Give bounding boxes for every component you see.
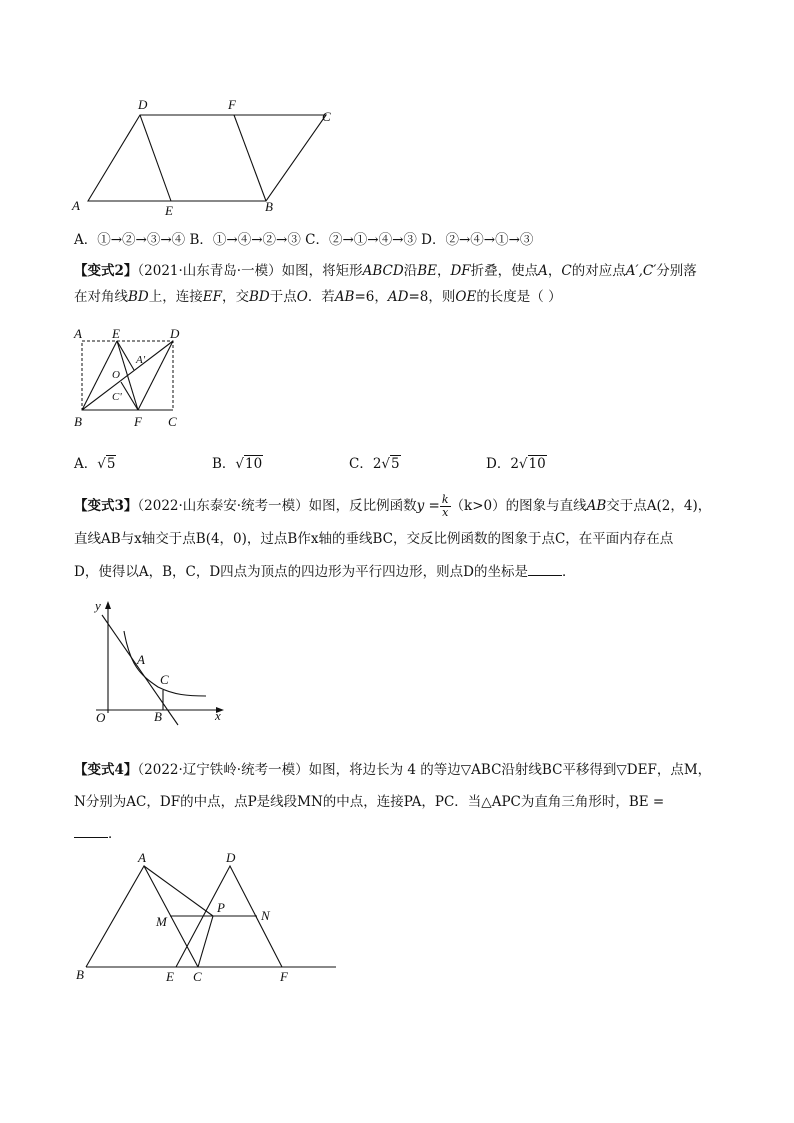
figure-3-hyperbola	[88, 595, 238, 730]
label-A: A	[74, 326, 82, 341]
q4-end: ．	[108, 826, 122, 842]
q3-intro: （2022·山东泰安·统考一模）如图，反比例函数	[137, 498, 417, 514]
q2-be: BE	[417, 263, 437, 279]
label-A-prime: A'	[136, 354, 146, 366]
q3-ab: AB	[586, 498, 607, 514]
q3-end: ．	[561, 564, 576, 580]
label-A: A	[138, 850, 146, 865]
q2-at: 于点	[269, 289, 297, 305]
label-B: B	[265, 199, 273, 214]
parallelogram-outline	[88, 115, 326, 201]
q3-cond: （k>0）的图象与直线	[450, 498, 587, 514]
q2-text-1: （2021·山东青岛·一模）如图，将矩形	[137, 263, 363, 279]
label-E: E	[112, 326, 120, 341]
q2-connect: 上，连接	[148, 289, 203, 305]
label-C: C	[322, 109, 331, 124]
q2-ad-val: =8，则	[408, 289, 456, 305]
q2-ask: 的长度是（ ）	[476, 289, 562, 305]
q2-bd: BD	[128, 289, 149, 305]
segment-PA	[144, 866, 213, 916]
label-E: E	[165, 203, 173, 218]
q2-o: O	[296, 289, 308, 305]
label-y: y	[95, 598, 101, 613]
q2-tag: 【变式2】	[74, 263, 138, 279]
q3-line-3: D，使得以A，B，C，D四点为顶点的四边形为平行四边形，则点D的坐标是	[74, 564, 528, 580]
figure-4-triangles	[68, 850, 348, 990]
q3-fraction: $\frac{k}{x}$	[441, 493, 449, 519]
label-B: B	[76, 967, 84, 982]
figure-2-rectangle-fold	[64, 322, 194, 434]
q4-answer-blank[interactable]	[74, 823, 108, 838]
q2-option-d: D．2√10	[486, 456, 546, 472]
label-E: E	[166, 969, 174, 984]
q2-if: ．若	[307, 289, 335, 305]
q3-answer-blank[interactable]	[528, 561, 562, 576]
segment-DF	[138, 341, 173, 410]
figure-1-parallelogram	[60, 90, 360, 225]
q3-line-2: 直线AB与x轴交于点B(4，0)，过点B作x轴的垂线BC，交反比例函数的图象于点C，在平面内存在点	[74, 531, 674, 547]
label-B: B	[74, 414, 82, 429]
label-C: C	[193, 969, 202, 984]
q1-options: A．①→②→③→④ B．①→④→②→③ C．②→①→④→③ D．②→④→①→③	[74, 232, 534, 248]
label-D: D	[226, 850, 236, 865]
q2-ab: AB	[334, 289, 355, 305]
q2-fall: 分别落	[656, 263, 697, 279]
label-C-prime: C'	[112, 391, 122, 403]
q4-line-1: （2022·辽宁铁岭·统考一模）如图，将边长为 4 的等边▽ABC沿射线BC平移得到▽DEF，点M，	[137, 762, 712, 778]
q2-ef: EF	[202, 289, 222, 305]
q2-option-b: B．√10	[212, 456, 263, 472]
label-A: A	[137, 652, 145, 667]
q2-option-c: C．2√5	[349, 456, 400, 472]
q2-along: 沿	[403, 263, 418, 279]
label-C: C	[168, 414, 177, 429]
q4-tag: 【变式4】	[74, 762, 138, 778]
segment-FC-prime	[121, 382, 138, 410]
segment-FB	[234, 115, 266, 201]
segment-DE	[140, 115, 171, 201]
q3-tag: 【变式3】	[74, 498, 138, 514]
question-variant-3	[74, 490, 724, 589]
label-F: F	[134, 414, 142, 429]
q2-oe: OE	[455, 289, 477, 305]
label-D: D	[170, 326, 180, 341]
label-F: F	[280, 969, 288, 984]
q3-y-eq: y =	[416, 498, 440, 514]
q2-c: C	[561, 263, 572, 279]
line-AB	[102, 615, 178, 725]
q2-a: A	[538, 263, 548, 279]
q3-meet: 交于点	[606, 498, 647, 514]
q2-fold: 折叠，使点	[470, 263, 539, 279]
q2-option-a: A．√5	[74, 456, 116, 472]
y-arrow	[105, 601, 111, 609]
segment-EA-prime	[117, 341, 134, 370]
label-O: O	[112, 369, 120, 381]
q2-comma: ，	[436, 263, 451, 279]
question-variant-4	[74, 754, 724, 850]
q2-primes: A′,C′	[625, 263, 657, 279]
label-C: C	[160, 672, 169, 687]
q2-ad: AD	[387, 289, 409, 305]
label-D: D	[138, 97, 148, 112]
q2-abcd: ABCD	[362, 263, 404, 279]
label-F: F	[228, 97, 236, 112]
q2-text-2: 在对角线	[74, 289, 128, 305]
label-P: P	[217, 900, 225, 915]
segment-PC	[198, 916, 213, 967]
label-A: A	[72, 198, 80, 213]
label-M: M	[156, 914, 167, 929]
q2-corr: 的对应点	[571, 263, 626, 279]
q2-ab-val: =6，	[354, 289, 388, 305]
label-B: B	[154, 709, 162, 724]
label-O: O	[96, 710, 106, 725]
q2-df: DF	[450, 263, 471, 279]
label-N: N	[261, 908, 270, 923]
question-variant-2: 【变式2】（2021·山东青岛·一模）如图，将矩形ABCD沿BE，DF折叠，使点A，C的对应点A′,C′分别落 在对角线BD上，连接EF，交BD于点O．若AB=6，AD=8，则OE的长度是（ ）	[74, 263, 697, 305]
q2-meet: ，交	[221, 289, 249, 305]
q4-line-2: N分别为AC，DF的中点，点P是线段MN的中点，连接PA，PC．当△APC为直角三角形时，BE =	[74, 794, 665, 810]
q3-point-a: A(2，4)，	[646, 498, 712, 514]
label-x: x	[215, 708, 221, 723]
